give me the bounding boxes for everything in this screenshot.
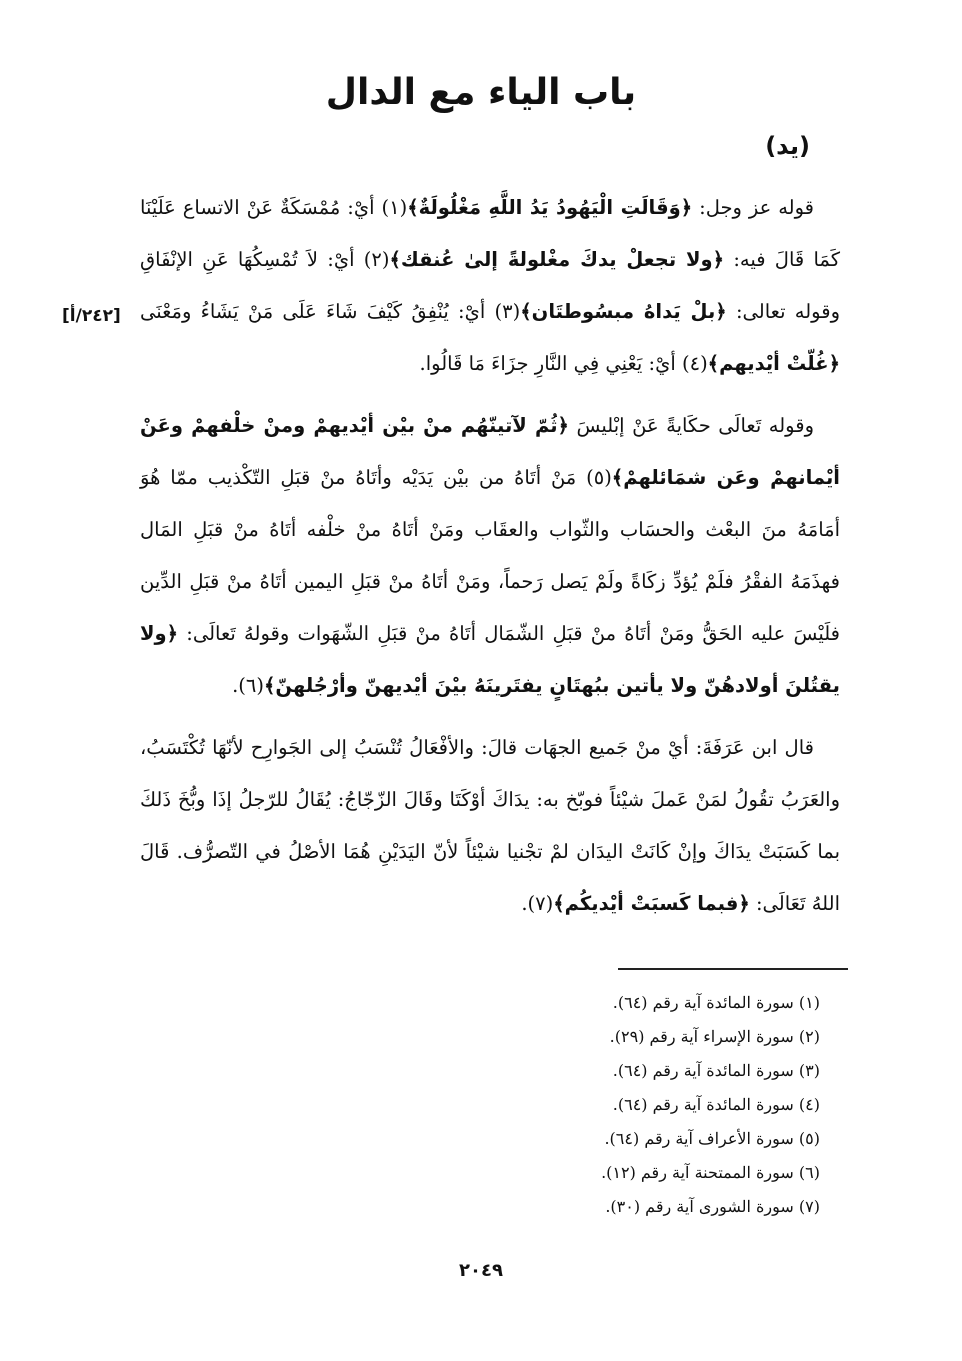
- text-segment: (٢) أيْ: لاَ تُمْسِكُهَا عَنِ الإنْفَاقِ وقوله تعالى:: [140, 248, 840, 323]
- text-segment: وقوله تَعالَى حكَايةً عَنْ إبْليسَ: [568, 414, 814, 437]
- footnote: (٤) سورة المائدة آية رقم (٦٤).: [612, 1095, 820, 1114]
- footnote: (٥) سورة الأعراف آية رقم (٦٤).: [604, 1129, 820, 1148]
- quran-verse: ﴿غُلّتْ أيْديهم﴾: [707, 352, 840, 375]
- footnote: (٣) سورة المائدة آية رقم (٦٤).: [612, 1061, 820, 1080]
- text-segment: (٥) مَنْ أتَاهُ من بيْن يَدَيْه وأتَاهُ منْ قبَلِ التّكْذيب ممّا هُوَ أمَامَهُ منَ البعْث والحسَاب والثّواب والعقَاب ومَنْ أتَاهُ منْ خلْفه أتَاهُ منْ قبَلِ المَال فهذَمَهُ الفقْرُ فلَمْ يُؤدِّ زكَاةً ولَمْ يَصل رَحماً، ومَنْ أتَاهُ منْ قبَلِ اليمين أتَاهُ منْ قبَلِ الدِّين فلَيْسَ عليه الحَقُّ ومَنْ أتَاهُ منْ قبَلِ الشّمَال أتَاهُ منْ قبَلِ الشّهَوات وقولهُ تَعالَى:: [140, 466, 840, 645]
- text-segment: قال ابن عَرَفَةَ: أيْ منْ جَميع الجهَات قالَ: والأفْعَالُ تُنْسَبُ إلى الجَوارِح لأنّهَا تُكْتَسَبُ، والعَرَبُ تقُولُ لمَنْ عَملَ شيْئاً فوبّخ به: يدَاكَ أوْكَتَا وقَالَ الزّجّاجُ: يُقَالُ للرّجلُ إذَا وبُّخَ ذَلكَ بما كَسَبَتْ يدَاكَ وإنْ كَانَتْ اليدَان لمْ تجْنيا شيْئاً لأنّ اليَدَيْنِ هُمَا الأصْلُ في التّصرُّف. قَالَ اللهُ تَعَالَى:: [140, 736, 840, 915]
- chapter-heading: باب الياء مع الدال: [325, 72, 637, 113]
- paragraph-2: [140, 400, 840, 712]
- quran-verse: ﴿بلْ يَداهُ مبسُوطتَان﴾: [520, 300, 727, 323]
- footnote: (٢) سورة الإسراء آية رقم (٢٩).: [609, 1027, 820, 1046]
- quran-verse: ﴿فبما كَسبَتْ أيْديكُم﴾: [553, 892, 750, 915]
- footnote: (٦) سورة الممتحنة آية رقم (١٢).: [601, 1163, 820, 1182]
- marginal-folio-note: [٢٤٢/أ]: [62, 306, 121, 326]
- footnotes-list: [420, 986, 820, 1224]
- quran-verse: ﴿ولا تجعلْ يدكَ مغْلولةً إلىٰ عُنقك﴾: [389, 248, 725, 271]
- text-segment: (٧).: [521, 892, 554, 915]
- text-segment: (٦).: [232, 674, 264, 697]
- quran-verse: ﴿وَقَالَتِ الْيَهُودُ يَدُ اللَّهِ مَغْلُولَةٌ﴾: [407, 196, 693, 219]
- text-segment: (١) أيْ: مُمْسَكَةٌ عَنْ الاتساع عَلَيْنَا كَمَا قَالَ فيه:: [140, 196, 840, 271]
- text-segment: (٣) أيْ: يُنْفِقُ كَيْفَ شَاءَ عَلَى مَنْ يَشَاءُ ومَعْنَى: [140, 300, 521, 323]
- paragraph-3: [140, 722, 840, 930]
- footnote-separator: [618, 968, 848, 970]
- paragraph-1: [140, 182, 840, 390]
- entry-word: (يد): [765, 132, 810, 160]
- quran-verse: ﴿ثُمّ لآتينّهُم منْ بيْن أيْديهمْ ومنْ خلْفهمْ وعَنْ أيْمانهمْ وعَن شمَائلهمْ﴾: [140, 414, 840, 489]
- footnote: (١) سورة المائدة آية رقم (٦٤).: [612, 993, 820, 1012]
- quran-verse: ﴿ولا يقتُلنَ أولادهُنّ ولا يأتين ببُهتَانٍ يفتَرينَهُ بيْنَ أيْديهنّ وأرْجُلهنّ﴾: [140, 622, 840, 697]
- text-segment: (٤) أيْ: يَعْنِي فِي النَّارِ جزَاءَ مَا قَالُوا.: [419, 352, 708, 375]
- footnote: (٧) سورة الشورى آية رقم (٣٠).: [605, 1197, 820, 1216]
- text-segment: قوله عز وجل:: [692, 196, 814, 219]
- page-number: ٢٠٤٩: [459, 1260, 503, 1281]
- body-text: [140, 182, 840, 940]
